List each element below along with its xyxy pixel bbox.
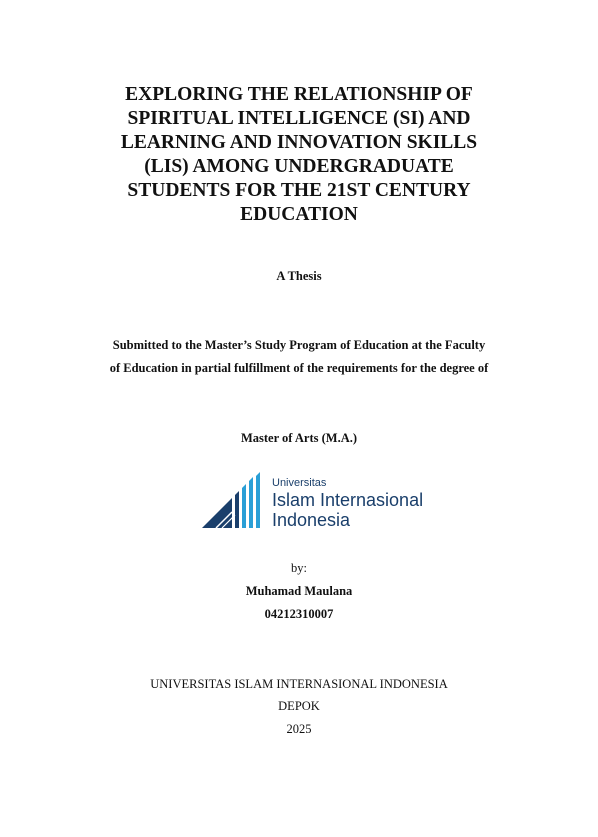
logo-line-universitas: Universitas [272, 477, 327, 489]
institution-name: UNIVERSITAS ISLAM INTERNASIONAL INDONESIA [150, 677, 448, 691]
thesis-title [60, 83, 538, 227]
university-logo [202, 472, 432, 532]
author-name: Muhamad Maulana [245, 584, 353, 598]
logo-line-islam-internasional: Islam Internasional [272, 490, 424, 510]
student-id: 04212310007 [264, 607, 334, 621]
title-line: (LIS) AMONG UNDERGRADUATE [144, 156, 454, 177]
logo-wordmark [272, 477, 423, 530]
title-line: EDUCATION [240, 204, 358, 225]
title-line: STUDENTS FOR THE 21ST CENTURY [127, 180, 471, 201]
city: DEPOK [278, 699, 320, 713]
title-line: LEARNING AND INNOVATION SKILLS [120, 132, 478, 153]
title-line: EXPLORING THE RELATIONSHIP OF [125, 84, 473, 105]
year: 2025 [286, 722, 312, 736]
submission-line-1: Submitted to the Master’s Study Program of Education at the Faculty [112, 338, 486, 352]
logo-line-indonesia: Indonesia [272, 510, 351, 530]
degree-name: Master of Arts (M.A.) [240, 431, 358, 445]
by-label: by: [291, 561, 307, 575]
logo-mark-icon [202, 472, 264, 530]
document-type: A Thesis [276, 269, 322, 283]
submission-line-2: of Education in partial fulfillment of the requirements for the degree of [109, 361, 489, 375]
title-line: SPIRITUAL INTELLIGENCE (SI) AND [127, 108, 471, 129]
